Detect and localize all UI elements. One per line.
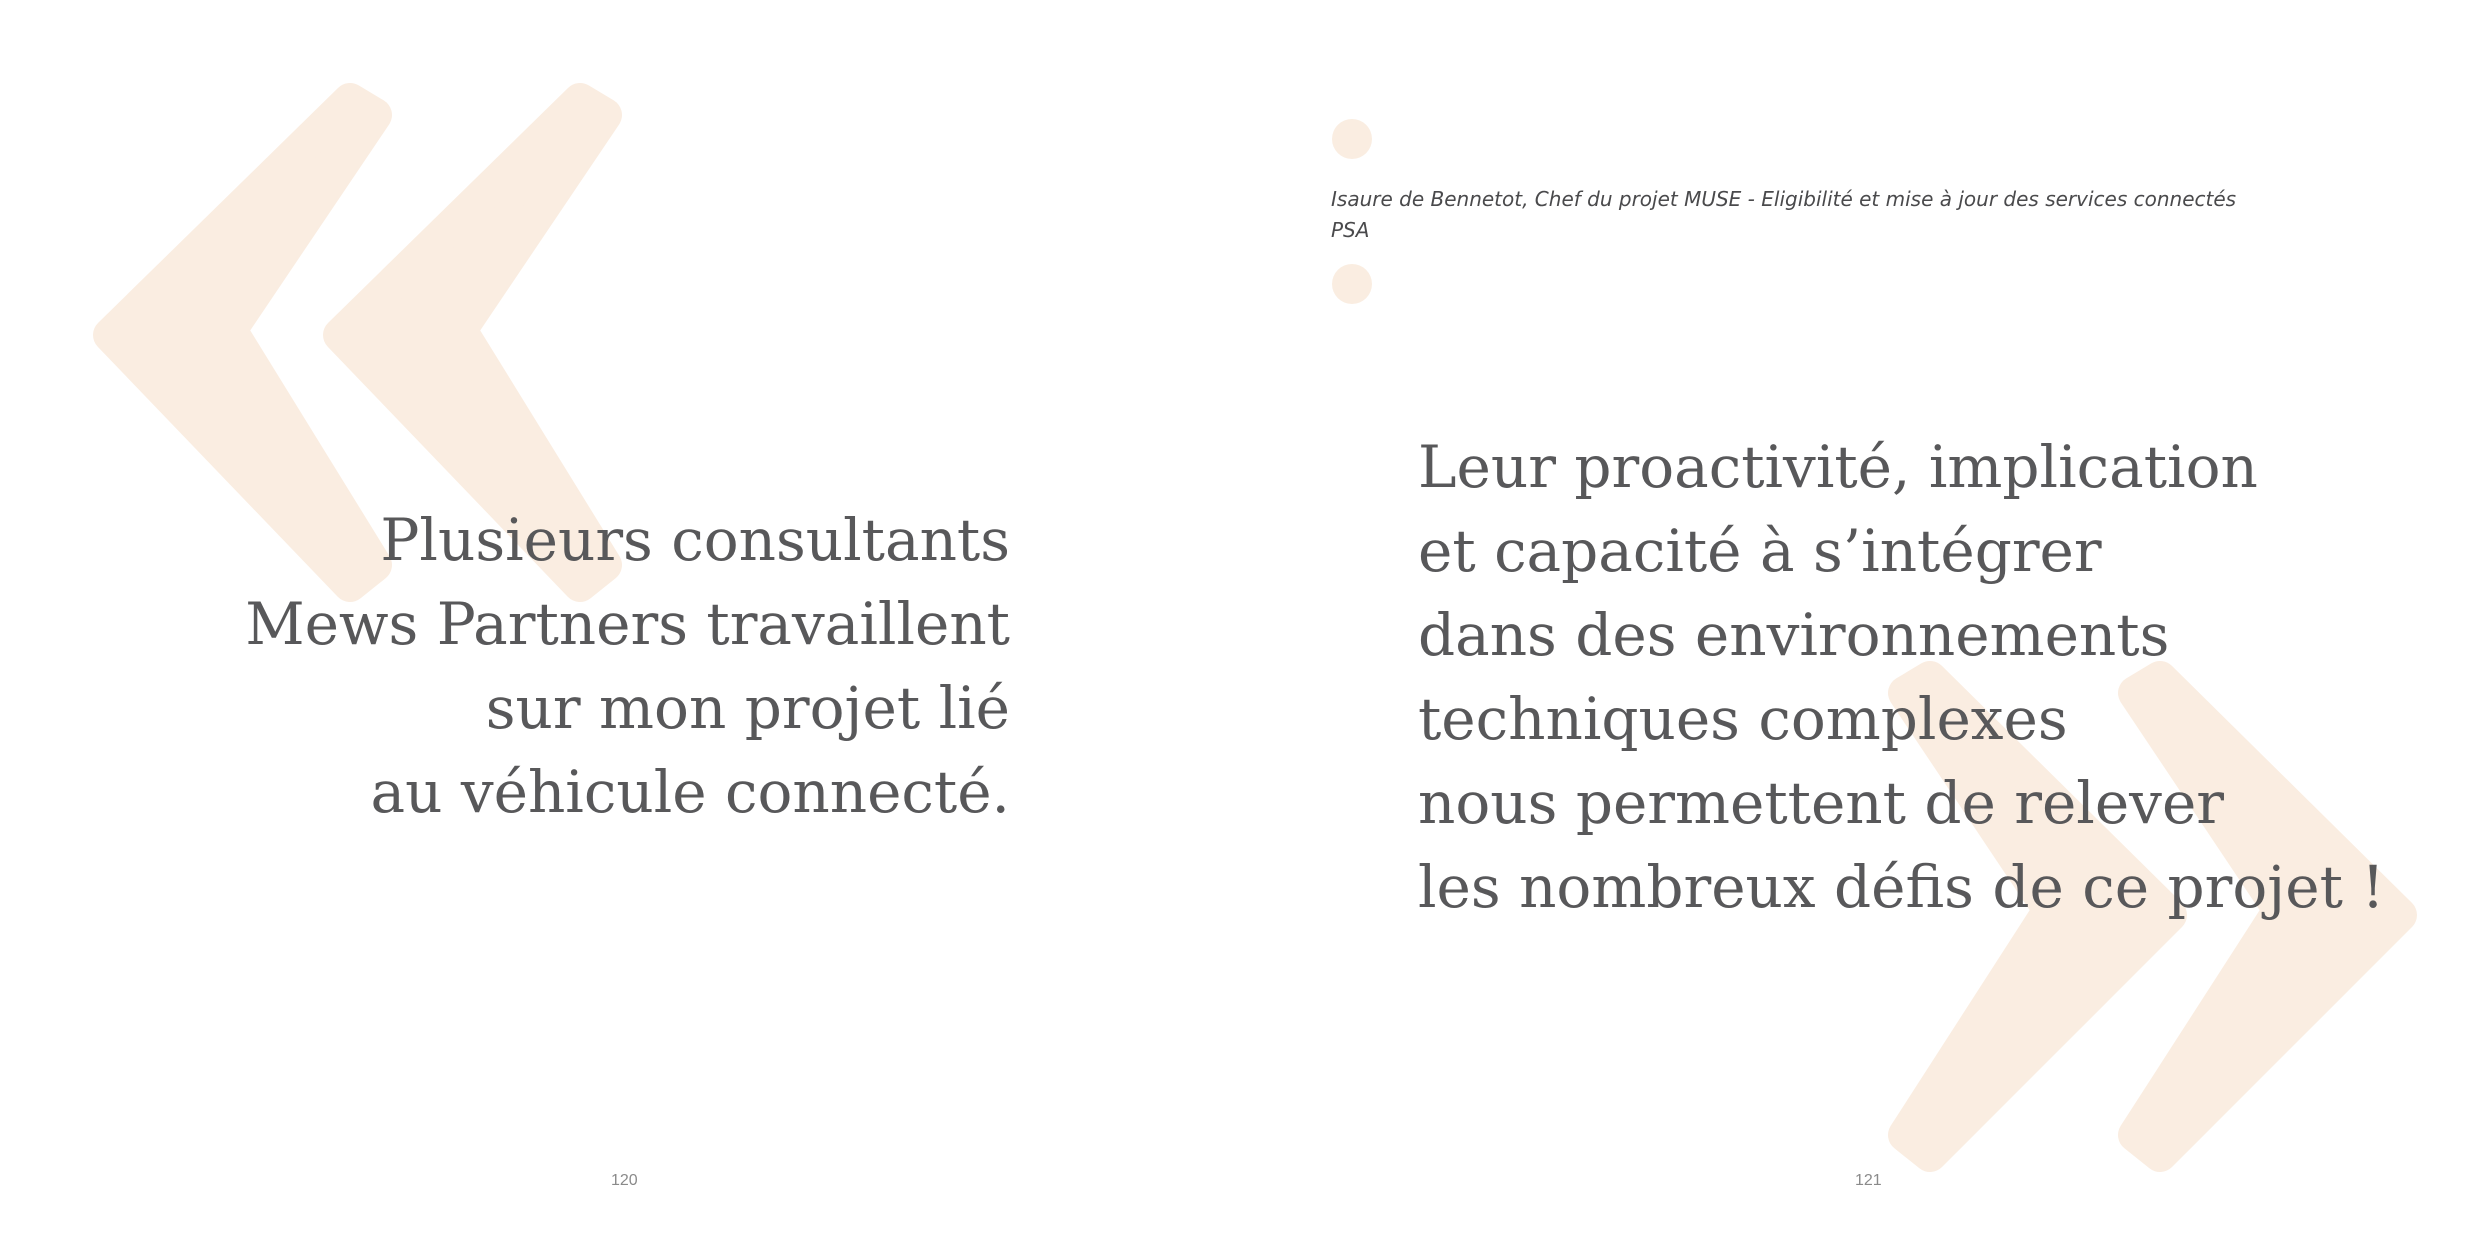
attribution-company: PSA <box>1331 218 1370 242</box>
left-quote-line: Mews Partners travaillent <box>245 590 1010 658</box>
right-quote-line: nous permettent de relever <box>1418 769 2224 837</box>
right-quote-line: les nombreux défis de ce projet ! <box>1418 853 2385 921</box>
right-page-quote <box>1418 425 2418 929</box>
right-quote-line: techniques complexes <box>1418 685 2068 753</box>
attribution-dot-top-icon <box>1332 119 1372 159</box>
right-quote-line: Leur proactivité, implication <box>1418 433 2258 501</box>
left-quote-line: sur mon projet lié <box>485 674 1010 742</box>
left-page-number: 120 <box>611 1172 638 1189</box>
right-quote-line: et capacité à s’intégrer <box>1418 517 2102 585</box>
attribution-dot-bottom-icon <box>1332 264 1372 304</box>
right-page-number: 121 <box>1855 1172 1882 1189</box>
left-page-quote <box>200 498 1010 834</box>
left-quote-line: Plusieurs consultants <box>380 506 1010 574</box>
left-quote-line: au véhicule connecté. <box>370 758 1010 826</box>
quote-attribution <box>1331 184 2331 246</box>
right-quote-line: dans des environnements <box>1418 601 2170 669</box>
attribution-name-title: Isaure de Bennetot, Chef du projet MUSE - Eligibilité et mise à jour des services connectés <box>1331 187 2237 211</box>
